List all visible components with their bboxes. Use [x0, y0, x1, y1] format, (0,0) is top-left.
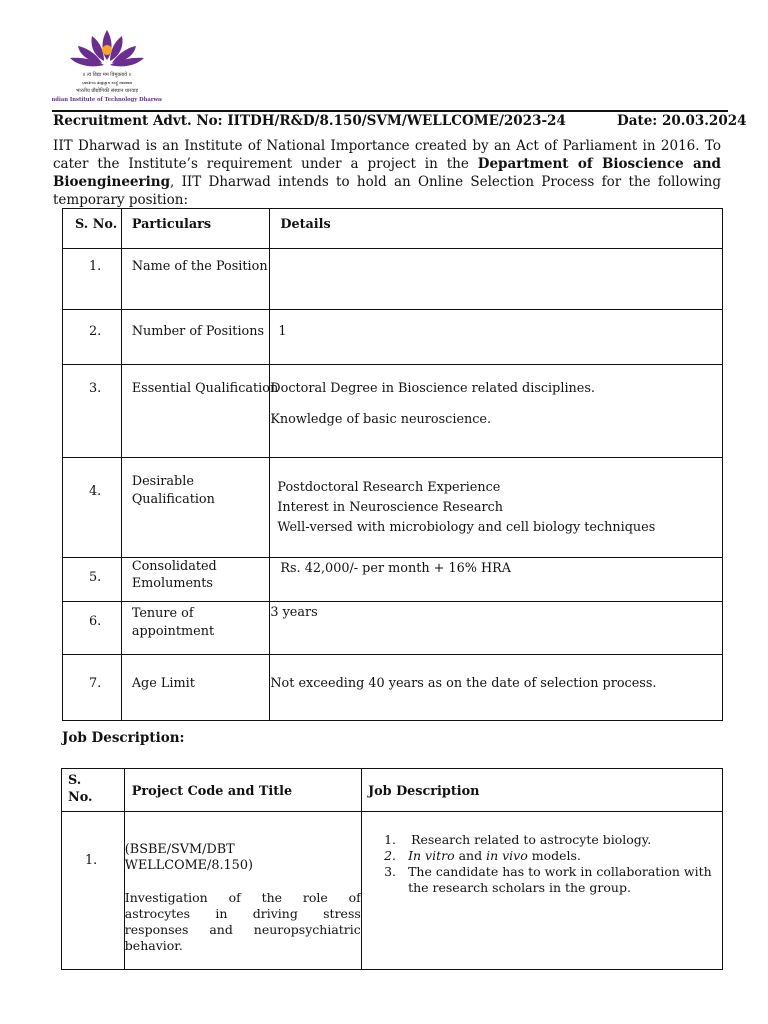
table-row — [63, 458, 723, 558]
advt-date: Date: 20.03.2024 — [617, 113, 747, 129]
intro-paragraph — [53, 137, 721, 209]
table-row — [62, 812, 723, 970]
jd-item-3-text: The candidate has to work in collaboration with the research scholars in the group. — [408, 864, 712, 895]
intro-department: Department of Bioscience and Bioengineering — [53, 156, 721, 190]
row2-1-sno: 1. — [85, 853, 98, 868]
row3-detail-1: Doctoral Degree in Bioscience related disciplines. — [270, 381, 595, 396]
row2-details: 1 — [278, 324, 287, 339]
header2-project: Project Code and Title — [131, 784, 293, 799]
row5-details: Rs. 42,000/- per month + 16% HRA — [280, 561, 511, 576]
jd-item-1-text: Research related to astrocyte biology. — [411, 832, 652, 847]
row4-detail-3: Well-versed with microbiology and cell biology techniques — [277, 520, 656, 535]
row7-particular: Age Limit — [131, 676, 195, 691]
position-details-table — [62, 208, 723, 721]
row4-detail-1: Postdoctoral Research Experience — [277, 480, 501, 495]
row3-particular: Essential Qualification — [131, 381, 279, 396]
jd-item-2-text: In vitro and in vivo models. — [408, 848, 581, 863]
table-row — [63, 558, 723, 602]
row4-detail-2: Interest in Neuroscience Research — [277, 500, 504, 515]
row3-detail-2: Knowledge of basic neuroscience. — [270, 412, 492, 427]
intro-part2: , IIT Dharwad intends to hold an Online Selection Process for the following temporary position: — [53, 174, 721, 208]
row1-particular: Name of the Position — [121, 249, 270, 310]
header-sno: S. No. — [63, 209, 122, 249]
table-header-row — [62, 769, 723, 812]
row7-details: Not exceeding 40 years as on the date of selection process. — [270, 676, 657, 691]
row5-particular: Consolidated Emoluments — [131, 559, 217, 591]
jd-item-1-num: 1. — [384, 832, 397, 847]
advt-number: Recruitment Advt. No: IITDH/R&D/8.150/SVM/WELLCOME/2023-24 — [53, 113, 566, 129]
row6-details: 3 years — [270, 605, 318, 620]
row4-particular: Desirable Qualification — [131, 474, 215, 507]
logo-kannada: ಭಾರತೀಯ ತಂತ್ರಜ್ಞಾನ ಸಂಸ್ಥೆ ಧಾರವಾಡ — [82, 80, 132, 85]
header2-jobdesc: Job Description — [368, 784, 480, 799]
table-row — [63, 365, 723, 458]
header-details: Details — [270, 209, 723, 249]
row5-sno: 5. — [89, 570, 102, 585]
jd-item-2-num: 2. — [384, 848, 397, 863]
intro-part1: IIT Dharwad is an Institute of National Importance created by an Act of Parliament in 2016. To cater the Institute’s requirement under a project in the — [53, 138, 721, 172]
job-description-table — [61, 768, 723, 970]
table-row — [63, 249, 723, 310]
header2-sno: S. No. — [68, 773, 93, 805]
row2-sno: 2. — [89, 324, 102, 339]
job-description-heading: Job Description: — [62, 730, 185, 746]
project-title: Investigation of the role of astrocytes in driving stress responses and neuropsychiatric behavior. — [124, 890, 361, 953]
header-rule — [52, 110, 728, 112]
row3-sno: 3. — [89, 381, 102, 396]
logo-motto: ॥ त्वं विद्या मम विमुक्ताये ॥ — [82, 72, 132, 78]
table-row — [63, 602, 723, 655]
header-particulars: Particulars — [121, 209, 270, 249]
lotus-logo-icon — [52, 26, 162, 108]
row4-sno: 4. — [89, 484, 102, 499]
table-row — [63, 310, 723, 365]
row7-sno: 7. — [89, 676, 102, 691]
logo-english: Indian Institute of Technology Dharwad — [52, 97, 162, 103]
row1-details — [270, 249, 723, 310]
institute-logo — [52, 26, 162, 108]
row1-sno: 1. — [63, 249, 122, 310]
jd-item-3-num: 3. — [384, 864, 397, 879]
row2-particular: Number of Positions — [131, 324, 265, 339]
row6-sno: 6. — [89, 614, 102, 629]
table-header-row — [63, 209, 723, 249]
row6-particular: Tenure of appointment — [131, 606, 215, 639]
project-code: (BSBE/SVM/DBT WELLCOME/8.150) — [124, 842, 253, 873]
table-row — [63, 655, 723, 721]
logo-hindi: भारतीय प्रौद्योगिकी संस्थान धारवाड़ — [75, 88, 139, 94]
